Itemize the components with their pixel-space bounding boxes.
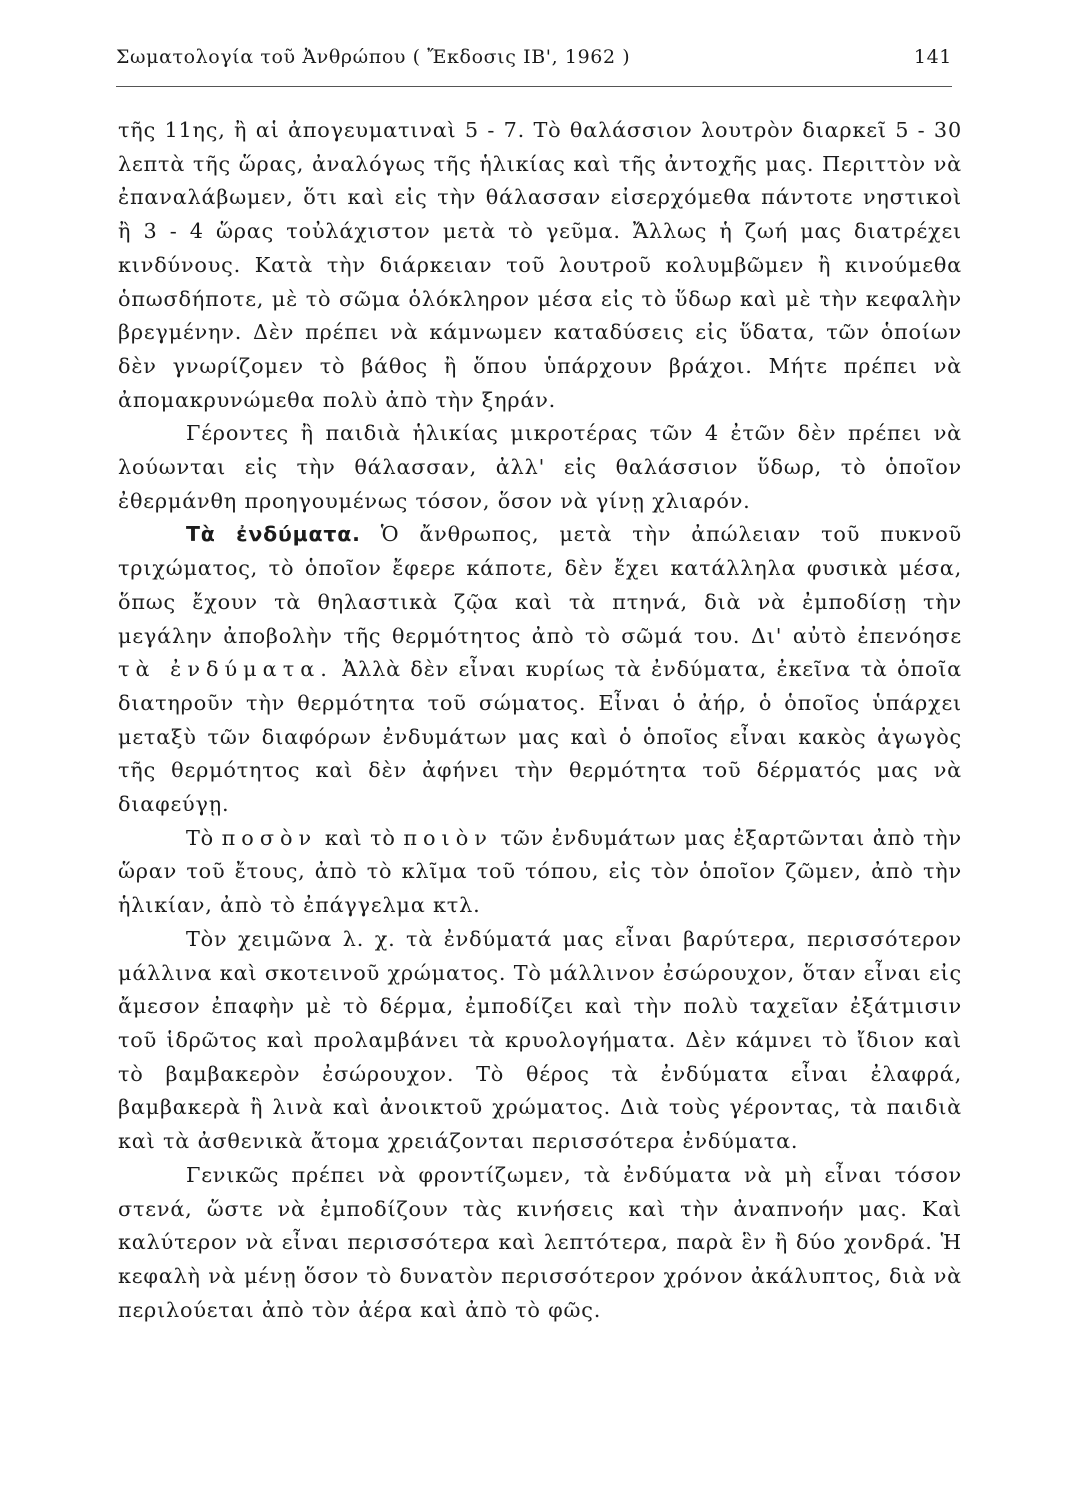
- body-text: [118, 114, 962, 1327]
- header-rule: [116, 86, 952, 87]
- running-header: [116, 46, 952, 76]
- emphasis-clothing: τὰ ἐνδύματα.: [118, 657, 333, 682]
- paragraph-winter-summer: Τὸν χειμῶνα λ. χ. τὰ ἐνδύματά μας εἶναι βαρύτερα, περισσότερον μάλλινα καὶ σκοτεινοῦ χρώματος. Τὸ μάλλινον ἐσώρουχον, ὅταν εἶναι εἰς ἄμεσον ἐπαφὴν μὲ τὸ δέρμα, ἐμποδίζει καὶ τὴν πολὺ ταχεῖαν ἐξάτμισιν τοῦ ἱδρῶτος καὶ προλαμβάνει τὰ κρυολογήματα. Δὲν κάμνει τὸ ἴδιον καὶ τὸ βαμβακερὸν ἐσώρουχον. Τὸ θέρος τὰ ἐνδύματα εἶναι ἐλαφρά, βαμβακερὰ ἢ λινὰ καὶ ἀνοικτοῦ χρώματος. Διὰ τοὺς γέροντας, τὰ παιδιὰ καὶ τὰ ἀσθενικὰ ἄτομα χρειάζονται περισσότερα ἐνδύματα.: [118, 926, 962, 1154]
- paragraph-clothing-text-a: Ὁ ἄνθρωπος, μετὰ τὴν ἀπώλειαν τοῦ πυκνοῦ τριχώματος, τὸ ὁποῖον ἔφερε κάποτε, δὲν ἔχει κατάλληλα φυσικὰ μέσα, ὅπως ἔχουν τὰ θηλαστικὰ ζῷα καὶ τὰ πτηνά, διὰ νὰ ἐμποδίσῃ τὴν μεγάλην ἀποβολὴν τῆς θερμότητος ἀπὸ τὸ σῶμά του. Δι' αὐτὸ ἐπενόησε: [118, 522, 962, 648]
- page-number: 141: [913, 46, 952, 68]
- paragraph-clothing-intro: [118, 518, 962, 821]
- paragraph-clothing-text-b: Ἀλλὰ δὲν εἶναι κυρίως τὰ ἐνδύματα, ἐκεῖνα τὰ ὁποῖα διατηροῦν τὴν θερμότητα τοῦ σώματος. Εἶναι ὁ ἀήρ, ὁ ὁποῖος ὑπάρχει μεταξὺ τῶν διαφόρων ἐνδυμάτων μας καὶ ὁ ὁποῖος εἶναι κακὸς ἀγωγὸς τῆς θερμότητος καὶ δὲν ἀφήνει τὴν θερμότητα τοῦ δέρματός μας νὰ διαφεύγῃ.: [118, 657, 962, 817]
- paragraph-general-advice: Γενικῶς πρέπει νὰ φροντίζωμεν, τὰ ἐνδύματα νὰ μὴ εἶναι τόσον στενά, ὥστε νὰ ἐμποδίζουν τὰς κινήσεις καὶ τὴν ἀναπνοήν μας. Καὶ καλύτερον νὰ εἶναι περισσότερα καὶ λεπτότερα, παρὰ ἓν ἢ δύο χονδρά. Ἡ κεφαλὴ νὰ μένῃ ὅσον τὸ δυνατὸν περισσότερον χρόνον ἀκάλυπτος, διὰ νὰ περιλούεται ἀπὸ τὸν ἀέρα καὶ ἀπὸ τὸ φῶς.: [118, 1162, 962, 1322]
- paragraph-qq-text-b: καὶ τὸ: [317, 825, 404, 850]
- paragraph-qq-text-a: Τὸ: [186, 825, 222, 850]
- emphasis-quantity: ποσὸν: [221, 825, 318, 850]
- paragraph-quantity-quality: [118, 822, 962, 923]
- paragraph-elderly-children: Γέροντες ἢ παιδιὰ ἡλικίας μικροτέρας τῶν 4 ἐτῶν δὲν πρέπει νὰ λούωνται εἰς τὴν θάλασσαν, ἀλλ' εἰς θαλάσσιον ὕδωρ, τὸ ὁποῖον ἐθερμάνθη προηγουμένως τόσον, ὅσον νὰ γίνῃ χλιαρόν.: [118, 421, 962, 513]
- running-title: Σωματολογία τοῦ Ἀνθρώπου ( Ἔκδοσις ΙΒ', 1962 ): [116, 46, 631, 68]
- section-heading-clothing: Τὰ ἐνδύματα.: [186, 522, 361, 547]
- emphasis-quality: ποιὸν: [403, 825, 493, 850]
- paragraph-sea-bathing: τῆς 11ης, ἢ αἱ ἀπογευματιναὶ 5 - 7. Τὸ θαλάσσιον λουτρὸν διαρκεῖ 5 - 30 λεπτὰ τῆς ὥρας, ἀναλόγως τῆς ἡλικίας καὶ τῆς ἀντοχῆς μας. Περιττὸν νὰ ἐπαναλάβωμεν, ὅτι καὶ εἰς τὴν θάλασσαν εἰσερχόμεθα πάντοτε νηστικοὶ ἢ 3 - 4 ὥρας τοὐλάχιστον μετὰ τὸ γεῦμα. Ἄλλως ἡ ζωή μας διατρέχει κινδύνους. Κατὰ τὴν διάρκειαν τοῦ λουτροῦ κολυμβῶμεν ἢ κινούμεθα ὁπωσδήποτε, μὲ τὸ σῶμα ὁλόκληρον μέσα εἰς τὸ ὕδωρ καὶ μὲ τὴν κεφαλὴν βρεγμένην. Δὲν πρέπει νὰ κάμνωμεν καταδύσεις εἰς ὕδατα, τῶν ὁποίων δὲν γνωρίζομεν τὸ βάθος ἢ ὅπου ὑπάρχουν βράχοι. Μήτε πρέπει νὰ ἀπομακρυνώμεθα πολὺ ἀπὸ τὴν ξηράν.: [118, 118, 962, 412]
- paragraph-qq-text-c: τῶν ἐνδυμάτων μας ἐξαρτῶνται ἀπὸ τὴν ὥραν τοῦ ἔτους, ἀπὸ τὸ κλῖμα τοῦ τόπου, εἰς τὸν ὁποῖον ζῶμεν, ἀπὸ τὴν ἡλικίαν, ἀπὸ τὸ ἐπάγγελμα κτλ.: [118, 825, 962, 918]
